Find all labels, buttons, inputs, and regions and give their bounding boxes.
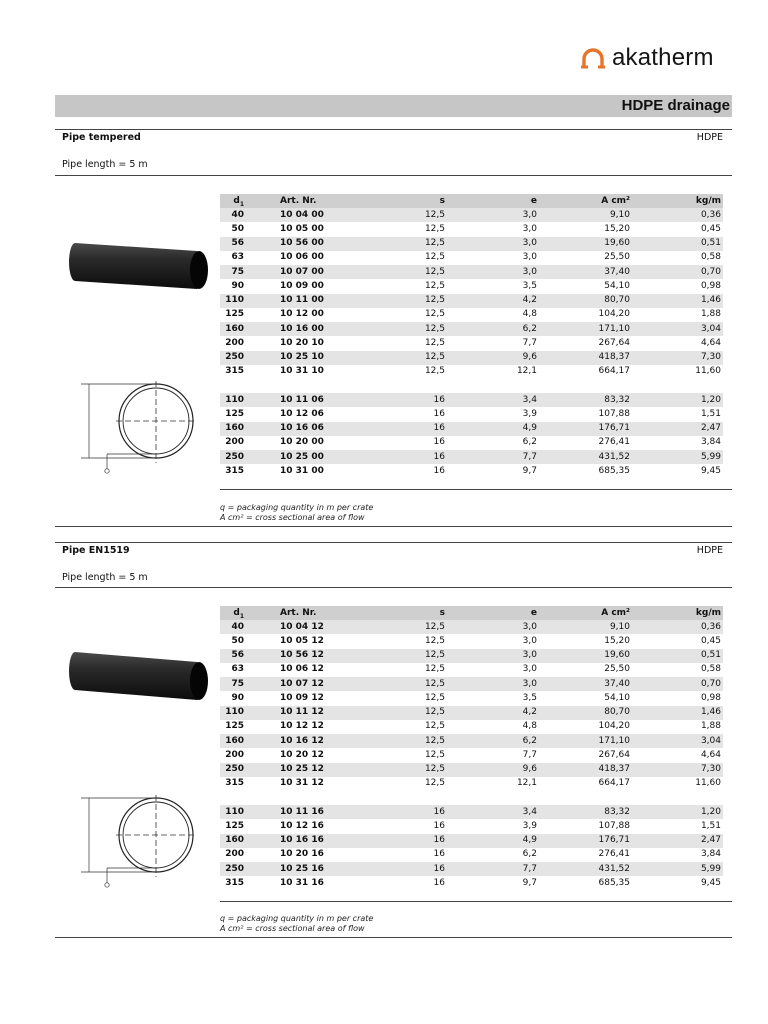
cell-area: 104,20 <box>598 721 630 732</box>
cell-d1: 63 <box>231 252 244 263</box>
cell-e: 7,7 <box>522 337 537 348</box>
cell-s: 12,5 <box>424 707 445 717</box>
divider <box>55 937 732 938</box>
brand-logo <box>580 44 714 72</box>
cell-d1: 110 <box>225 806 244 817</box>
cell-art-nr: 10 12 12 <box>280 721 324 732</box>
table-row <box>220 734 723 748</box>
cell-e: 9,7 <box>522 465 537 476</box>
table-row <box>220 407 723 421</box>
cell-d1: 160 <box>225 735 244 746</box>
table-header <box>220 194 723 208</box>
cell-weight: 0,45 <box>700 223 721 234</box>
table-row <box>220 308 723 322</box>
table-row <box>220 365 723 379</box>
cell-d1: 250 <box>225 863 244 874</box>
cell-weight: 0,70 <box>700 678 721 689</box>
cell-art-nr: 10 25 16 <box>280 863 324 874</box>
cell-s: 12,5 <box>424 678 445 689</box>
table-row <box>220 876 723 890</box>
arch-icon <box>580 46 606 70</box>
cell-weight: 0,58 <box>700 252 721 263</box>
cell-d1: 125 <box>225 309 244 320</box>
cell-d1: 63 <box>231 664 244 675</box>
cell-d1: 125 <box>225 408 244 419</box>
cell-e: 7,7 <box>522 863 537 874</box>
cell-weight: 3,84 <box>700 849 721 860</box>
cell-art-nr: 10 05 12 <box>280 635 324 646</box>
cell-d1: 160 <box>225 423 244 433</box>
cell-area: 107,88 <box>598 820 630 831</box>
cell-weight: 0,98 <box>700 692 721 703</box>
cell-d1: 160 <box>225 323 244 334</box>
note-line: q = packaging quantity in m per crate <box>220 914 374 923</box>
table-row <box>220 294 723 308</box>
cell-art-nr: 10 20 10 <box>280 337 324 348</box>
cell-area: 276,41 <box>598 437 630 448</box>
cell-area: 685,35 <box>598 877 630 888</box>
cell-art-nr: 10 31 12 <box>280 778 324 789</box>
cell-art-nr: 10 20 16 <box>280 849 324 860</box>
cell-d1: 50 <box>231 635 244 646</box>
cell-s: 12,5 <box>424 621 445 632</box>
cell-area: 431,52 <box>598 863 630 874</box>
table-row <box>220 222 723 236</box>
cell-area: 171,10 <box>598 735 630 746</box>
cell-area: 54,10 <box>604 692 630 703</box>
cell-e: 3,5 <box>522 692 537 703</box>
cell-s: 12,5 <box>424 337 445 348</box>
table-row <box>220 208 723 222</box>
pipe-image <box>67 644 212 704</box>
cell-e: 3,0 <box>522 266 537 277</box>
cell-art-nr: 10 12 00 <box>280 309 324 320</box>
cell-e: 12,1 <box>516 778 537 789</box>
cell-art-nr: 10 25 00 <box>280 451 324 462</box>
cell-art-nr: 10 31 10 <box>280 366 324 377</box>
section-pipe-tempered <box>55 129 732 529</box>
cell-s: 16 <box>433 437 445 448</box>
table-row <box>220 777 723 791</box>
cell-s: 12,5 <box>424 309 445 320</box>
cell-art-nr: 10 05 00 <box>280 223 324 234</box>
cell-art-nr: 10 12 06 <box>280 408 324 419</box>
cell-e: 3,0 <box>522 238 537 248</box>
cell-s: 16 <box>433 806 445 817</box>
divider <box>55 129 732 130</box>
cross-section-drawing <box>81 795 206 890</box>
cell-weight: 0,36 <box>700 621 721 632</box>
cell-weight: 7,30 <box>700 764 721 774</box>
cell-e: 7,7 <box>522 451 537 462</box>
cell-weight: 1,20 <box>700 806 721 817</box>
cell-art-nr: 10 25 10 <box>280 352 324 362</box>
cell-weight: 0,98 <box>700 280 721 291</box>
cell-weight: 5,99 <box>700 863 721 874</box>
cell-e: 4,9 <box>522 423 537 433</box>
cell-d1: 40 <box>231 621 244 632</box>
table-row <box>220 748 723 762</box>
section-title: Pipe EN1519 <box>62 545 130 556</box>
cell-e: 12,1 <box>516 366 537 377</box>
cell-art-nr: 10 07 12 <box>280 678 324 689</box>
table-row <box>220 450 723 464</box>
table-row <box>220 763 723 777</box>
cell-area: 19,60 <box>604 650 630 660</box>
cell-art-nr: 10 07 00 <box>280 266 324 277</box>
cell-e: 4,9 <box>522 835 537 845</box>
cell-s: 12,5 <box>424 692 445 703</box>
section-title: Pipe tempered <box>62 132 141 143</box>
cell-s: 16 <box>433 423 445 433</box>
cell-weight: 0,51 <box>700 650 721 660</box>
cell-s: 12,5 <box>424 749 445 760</box>
cell-art-nr: 10 11 00 <box>280 295 324 305</box>
table-notes <box>220 503 373 523</box>
cell-s: 12,5 <box>424 664 445 675</box>
cell-art-nr: 10 11 06 <box>280 394 324 405</box>
pipe-length: Pipe length = 5 m <box>62 159 148 170</box>
cell-d1: 56 <box>231 238 244 248</box>
table-row <box>220 336 723 350</box>
cell-weight: 0,51 <box>700 238 721 248</box>
cell-art-nr: 10 56 12 <box>280 650 324 660</box>
cell-e: 4,2 <box>522 707 537 717</box>
pipe-length: Pipe length = 5 m <box>62 572 148 583</box>
cell-d1: 125 <box>225 721 244 732</box>
cell-e: 6,2 <box>522 437 537 448</box>
col-header-area: A cm² <box>601 195 630 206</box>
divider <box>55 542 732 543</box>
col-header-area: A cm² <box>601 607 630 618</box>
cell-s: 12,5 <box>424 764 445 774</box>
table-row <box>220 237 723 251</box>
cell-weight: 5,99 <box>700 451 721 462</box>
table-row <box>220 649 723 663</box>
cell-weight: 4,64 <box>700 749 721 760</box>
cell-weight: 1,88 <box>700 721 721 732</box>
cell-art-nr: 10 09 00 <box>280 280 324 291</box>
page-title: HDPE drainage <box>621 97 730 114</box>
table-notes <box>220 914 373 934</box>
section-pipe-en1519 <box>55 542 732 942</box>
cell-s: 12,5 <box>424 735 445 746</box>
cell-d1: 250 <box>225 451 244 462</box>
cell-d1: 250 <box>225 764 244 774</box>
table-row <box>220 848 723 862</box>
cell-weight: 9,45 <box>700 877 721 888</box>
cell-weight: 1,46 <box>700 707 721 717</box>
table-row <box>220 862 723 876</box>
cell-e: 6,2 <box>522 849 537 860</box>
note-line: q = packaging quantity in m per crate <box>220 503 374 512</box>
cell-art-nr: 10 09 12 <box>280 692 324 703</box>
cell-e: 3,0 <box>522 664 537 675</box>
cell-art-nr: 10 11 12 <box>280 707 324 717</box>
cell-d1: 75 <box>231 266 244 277</box>
cell-area: 80,70 <box>604 707 630 717</box>
divider <box>220 489 732 490</box>
divider <box>220 901 732 902</box>
cell-s: 16 <box>433 408 445 419</box>
cell-d1: 110 <box>225 707 244 717</box>
table-row <box>220 834 723 848</box>
table-row <box>220 720 723 734</box>
table-row <box>220 634 723 648</box>
cell-weight: 9,45 <box>700 465 721 476</box>
cell-e: 6,2 <box>522 735 537 746</box>
cell-art-nr: 10 31 00 <box>280 465 324 476</box>
table-row <box>220 265 723 279</box>
cell-d1: 200 <box>225 437 244 448</box>
cell-weight: 4,64 <box>700 337 721 348</box>
cell-s: 16 <box>433 451 445 462</box>
cell-e: 3,4 <box>522 806 537 817</box>
cell-area: 37,40 <box>604 678 630 689</box>
cell-e: 3,4 <box>522 394 537 405</box>
table-row <box>220 819 723 833</box>
cell-e: 9,7 <box>522 877 537 888</box>
cell-area: 37,40 <box>604 266 630 277</box>
table-row <box>220 422 723 436</box>
cell-weight: 1,51 <box>700 408 721 419</box>
cell-area: 267,64 <box>598 749 630 760</box>
cell-e: 6,2 <box>522 323 537 334</box>
cell-weight: 0,36 <box>700 209 721 220</box>
table-row <box>220 663 723 677</box>
cell-weight: 0,70 <box>700 266 721 277</box>
col-header-d1: $d_1$ <box>233 195 244 208</box>
cell-s: 12,5 <box>424 238 445 248</box>
cell-area: 276,41 <box>598 849 630 860</box>
cell-d1: 315 <box>225 366 244 377</box>
cell-area: 83,32 <box>604 806 630 817</box>
cell-e: 3,0 <box>522 678 537 689</box>
cell-art-nr: 10 16 12 <box>280 735 324 746</box>
cell-area: 25,50 <box>604 664 630 675</box>
cell-e: 4,2 <box>522 295 537 305</box>
cell-art-nr: 10 56 00 <box>280 238 324 248</box>
pipe-image <box>67 231 212 291</box>
table-row <box>220 691 723 705</box>
cell-area: 418,37 <box>598 352 630 362</box>
cell-s: 12,5 <box>424 209 445 220</box>
cell-d1: 90 <box>231 692 244 703</box>
cell-area: 19,60 <box>604 238 630 248</box>
cell-area: 83,32 <box>604 394 630 405</box>
cell-d1: 125 <box>225 820 244 831</box>
cell-weight: 1,51 <box>700 820 721 831</box>
cell-d1: 200 <box>225 749 244 760</box>
cell-weight: 1,20 <box>700 394 721 405</box>
cell-weight: 0,45 <box>700 635 721 646</box>
cell-s: 12,5 <box>424 635 445 646</box>
cell-s: 12,5 <box>424 650 445 660</box>
cell-e: 3,9 <box>522 820 537 831</box>
cell-art-nr: 10 16 16 <box>280 835 324 845</box>
cell-e: 3,0 <box>522 650 537 660</box>
col-header-weight: kg/m <box>695 607 721 618</box>
cell-s: 12,5 <box>424 721 445 732</box>
cross-section-drawing <box>81 381 206 476</box>
cell-s: 16 <box>433 394 445 405</box>
cell-art-nr: 10 20 00 <box>280 437 324 448</box>
cell-e: 3,5 <box>522 280 537 291</box>
cell-s: 16 <box>433 465 445 476</box>
cell-art-nr: 10 16 00 <box>280 323 324 334</box>
cell-e: 3,0 <box>522 252 537 263</box>
table-row <box>220 706 723 720</box>
cell-s: 16 <box>433 877 445 888</box>
table-row <box>220 620 723 634</box>
cell-weight: 0,58 <box>700 664 721 675</box>
col-header-art-nr: Art. Nr. <box>280 195 317 206</box>
cell-area: 685,35 <box>598 465 630 476</box>
cell-s: 12,5 <box>424 295 445 305</box>
section-material: HDPE <box>696 545 723 556</box>
brand-name: akatherm <box>612 44 714 71</box>
cell-d1: 315 <box>225 877 244 888</box>
cell-s: 12,5 <box>424 266 445 277</box>
cell-area: 664,17 <box>598 778 630 789</box>
cell-d1: 75 <box>231 678 244 689</box>
cell-art-nr: 10 31 16 <box>280 877 324 888</box>
cell-e: 9,6 <box>522 352 537 362</box>
cell-area: 431,52 <box>598 451 630 462</box>
cell-area: 107,88 <box>598 408 630 419</box>
cell-area: 15,20 <box>604 635 630 646</box>
cell-art-nr: 10 06 00 <box>280 252 324 263</box>
cell-e: 3,0 <box>522 223 537 234</box>
table-row <box>220 464 723 478</box>
cell-e: 3,0 <box>522 635 537 646</box>
cell-weight: 2,47 <box>700 835 721 845</box>
cell-art-nr: 10 25 12 <box>280 764 324 774</box>
cell-s: 16 <box>433 835 445 845</box>
cell-art-nr: 10 06 12 <box>280 664 324 675</box>
cell-d1: 200 <box>225 849 244 860</box>
cell-s: 16 <box>433 863 445 874</box>
cell-art-nr: 10 16 06 <box>280 423 324 433</box>
cell-weight: 11,60 <box>695 778 721 789</box>
cell-area: 9,10 <box>609 621 630 632</box>
col-header-s: s <box>439 195 445 206</box>
cell-area: 80,70 <box>604 295 630 305</box>
cell-e: 4,8 <box>522 309 537 320</box>
cell-s: 12,5 <box>424 366 445 377</box>
header-banner <box>55 95 732 117</box>
cell-d1: 250 <box>225 352 244 362</box>
cell-d1: 50 <box>231 223 244 234</box>
cell-art-nr: 10 04 00 <box>280 209 324 220</box>
cell-d1: 110 <box>225 295 244 305</box>
cell-s: 12,5 <box>424 252 445 263</box>
cell-s: 12,5 <box>424 323 445 334</box>
col-header-d1: $d_1$ <box>233 607 244 620</box>
divider <box>55 175 732 176</box>
cell-art-nr: 10 11 16 <box>280 806 324 817</box>
col-header-s: s <box>439 607 445 618</box>
cell-s: 12,5 <box>424 352 445 362</box>
cell-art-nr: 10 20 12 <box>280 749 324 760</box>
table-row <box>220 677 723 691</box>
section-material: HDPE <box>696 132 723 143</box>
table-row <box>220 279 723 293</box>
cell-d1: 40 <box>231 209 244 220</box>
cell-weight: 1,88 <box>700 309 721 320</box>
table-row <box>220 436 723 450</box>
table-row <box>220 251 723 265</box>
cell-art-nr: 10 12 16 <box>280 820 324 831</box>
cell-d1: 160 <box>225 835 244 845</box>
cell-s: 12,5 <box>424 778 445 789</box>
cell-d1: 315 <box>225 778 244 789</box>
cell-area: 104,20 <box>598 309 630 320</box>
cell-weight: 1,46 <box>700 295 721 305</box>
divider <box>55 526 732 527</box>
note-line: A cm² = cross sectional area of flow <box>220 924 365 933</box>
table-row <box>220 351 723 365</box>
divider <box>55 587 732 588</box>
table-header <box>220 606 723 620</box>
cell-weight: 7,30 <box>700 352 721 362</box>
col-header-e: e <box>530 607 537 618</box>
cell-area: 267,64 <box>598 337 630 348</box>
cell-s: 12,5 <box>424 223 445 234</box>
cell-e: 9,6 <box>522 764 537 774</box>
col-header-weight: kg/m <box>695 195 721 206</box>
cell-area: 171,10 <box>598 323 630 334</box>
table-row <box>220 805 723 819</box>
cell-e: 7,7 <box>522 749 537 760</box>
table-row <box>220 393 723 407</box>
cell-area: 176,71 <box>598 423 630 433</box>
cell-s: 16 <box>433 849 445 860</box>
cell-area: 176,71 <box>598 835 630 845</box>
cell-area: 9,10 <box>609 209 630 220</box>
cell-e: 4,8 <box>522 721 537 732</box>
table-row <box>220 322 723 336</box>
cell-weight: 3,84 <box>700 437 721 448</box>
cell-e: 3,0 <box>522 209 537 220</box>
cell-d1: 56 <box>231 650 244 660</box>
cell-area: 54,10 <box>604 280 630 291</box>
cell-s: 16 <box>433 820 445 831</box>
cell-weight: 3,04 <box>700 735 721 746</box>
cell-d1: 90 <box>231 280 244 291</box>
cell-art-nr: 10 04 12 <box>280 621 324 632</box>
cell-e: 3,0 <box>522 621 537 632</box>
cell-area: 664,17 <box>598 366 630 377</box>
cell-weight: 3,04 <box>700 323 721 334</box>
cell-weight: 11,60 <box>695 366 721 377</box>
cell-s: 12,5 <box>424 280 445 291</box>
cell-d1: 110 <box>225 394 244 405</box>
col-header-art-nr: Art. Nr. <box>280 607 317 618</box>
note-line: A cm² = cross sectional area of flow <box>220 513 365 522</box>
cell-area: 25,50 <box>604 252 630 263</box>
col-header-e: e <box>530 195 537 206</box>
cell-weight: 2,47 <box>700 423 721 433</box>
cell-area: 418,37 <box>598 764 630 774</box>
cell-e: 3,9 <box>522 408 537 419</box>
cell-area: 15,20 <box>604 223 630 234</box>
cell-d1: 315 <box>225 465 244 476</box>
cell-d1: 200 <box>225 337 244 348</box>
